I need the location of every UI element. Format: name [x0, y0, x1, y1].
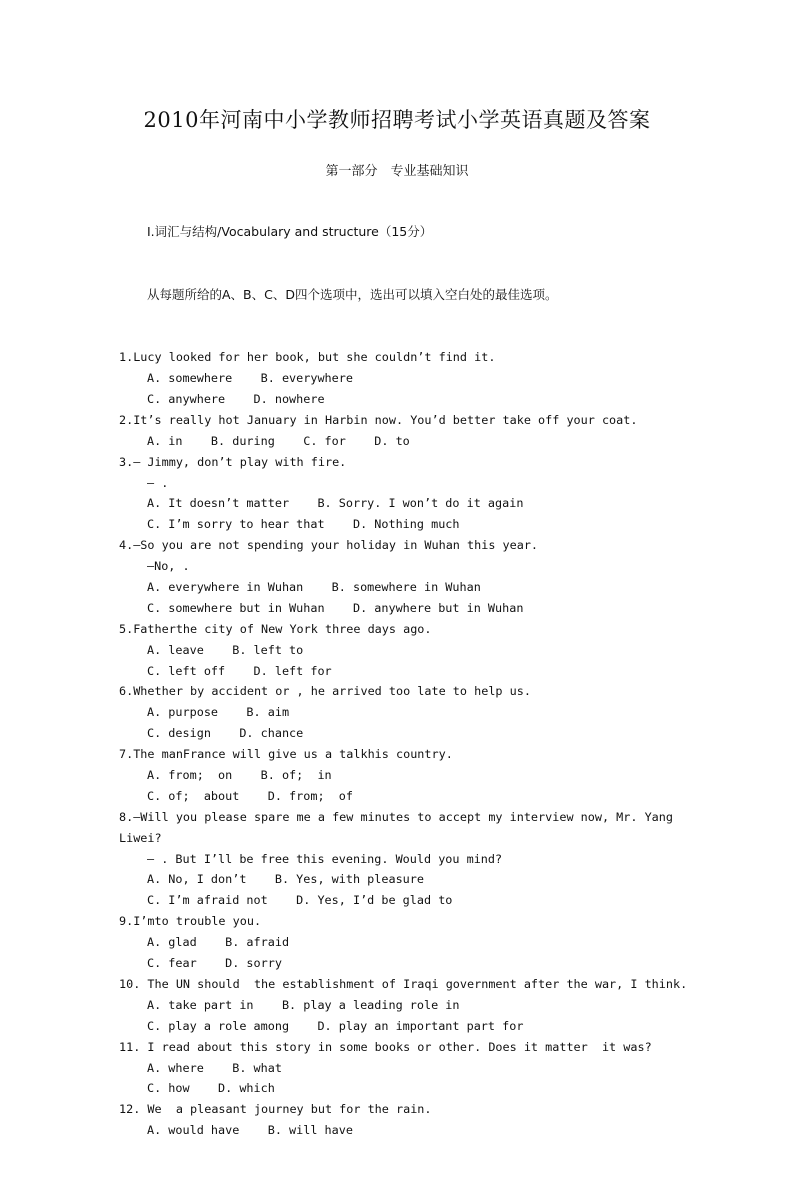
question-options: C. I’m sorry to hear that D. Nothing much: [147, 517, 460, 532]
question-stem: 6.Whether by accident or , he arrived too late to help us.: [119, 684, 531, 699]
question-stem: 3.— Jimmy, don’t play with fire.: [119, 454, 347, 469]
question-options: C. design D. chance: [147, 726, 304, 741]
question-options: A. No, I don’t B. Yes, with pleasure: [147, 872, 424, 887]
question-options: C. play a role among D. play an important part for: [147, 1018, 524, 1033]
question-item: [119, 619, 684, 682]
question-options: A. glad B. afraid: [147, 935, 290, 950]
question-item: [119, 681, 684, 744]
section-heading: Ⅰ.词汇与结构/Vocabulary and structure（15分）: [147, 223, 433, 239]
question-options: A. from; on B. of; in: [147, 768, 332, 783]
question-options: C. how D. which: [147, 1081, 275, 1096]
question-options: A. purpose B. aim: [147, 705, 290, 720]
question-item: [119, 535, 684, 619]
question-stem: 10. The UN should the establishment of Iraqi government after the war, I think.: [119, 976, 688, 991]
question-item: [119, 974, 688, 1037]
question-options: A. in B. during C. for D. to: [147, 433, 410, 448]
question-stem: 9.I’mto trouble you.: [119, 914, 262, 929]
question-item: [119, 452, 684, 536]
question-stem: 5.Fatherthe city of New York three days ago.: [119, 621, 432, 636]
question-options: —No, .: [147, 559, 190, 574]
document-title: 2010年河南中小学教师招聘考试小学英语真题及答案: [143, 108, 651, 132]
question-item: [119, 1037, 684, 1100]
question-stem: 12. We a pleasant journey but for the rain.: [119, 1102, 432, 1117]
question-stem: 8.—Will you please spare me a few minutes to accept my interview now, Mr. Yang: [119, 809, 673, 824]
document-body: [119, 180, 688, 1183]
question-options: C. I’m afraid not D. Yes, I’d be glad to: [147, 893, 453, 908]
question-options: C. somewhere but in Wuhan D. anywhere but in Wuhan: [147, 600, 524, 615]
question-options: A. It doesn’t matter B. Sorry. I won’t do it again: [147, 496, 524, 511]
question-options: A. somewhere B. everywhere: [147, 371, 353, 386]
question-item: [119, 410, 684, 452]
question-stem-continued: Liwei?: [119, 830, 162, 845]
question-options: C. left off D. left for: [147, 663, 332, 678]
question-options: A. leave B. left to: [147, 642, 304, 657]
question-item: [119, 807, 684, 911]
question-options: — .: [147, 475, 169, 490]
question-options: — . But I’ll be free this evening. Would you mind?: [147, 851, 503, 866]
question-stem: 1.Lucy looked for her book, but she couldn’t find it.: [119, 350, 496, 365]
instruction: 从每题所给的A、B、C、D四个选项中，选出可以填入空白处的最佳选项。: [147, 286, 558, 302]
question-item: [119, 1099, 684, 1141]
part-title: 第一部分 专业基础知识: [325, 164, 469, 179]
question-item: [119, 744, 684, 807]
question-options: C. of; about D. from; of: [147, 788, 353, 803]
question-options: C. fear D. sorry: [147, 956, 282, 971]
question-stem: 7.The manFrance will give us a talkhis country.: [119, 747, 453, 762]
question-options: A. take part in B. play a leading role in: [147, 997, 460, 1012]
question-options: C. anywhere D. nowhere: [147, 392, 325, 406]
question-options: A. would have B. will have: [147, 1123, 353, 1138]
question-list: [119, 347, 688, 1141]
question-options: A. everywhere in Wuhan B. somewhere in Wuhan: [147, 580, 481, 595]
question-item: [119, 347, 684, 410]
question-stem: 2.It’s really hot January in Harbin now. You’d better take off your coat.: [119, 412, 638, 427]
question-item: [119, 911, 684, 974]
question-options: A. where B. what: [147, 1060, 282, 1075]
question-stem: 11. I read about this story in some books or other. Does it matter it was?: [119, 1039, 652, 1054]
question-stem: 4.—So you are not spending your holiday in Wuhan this year.: [119, 538, 539, 553]
